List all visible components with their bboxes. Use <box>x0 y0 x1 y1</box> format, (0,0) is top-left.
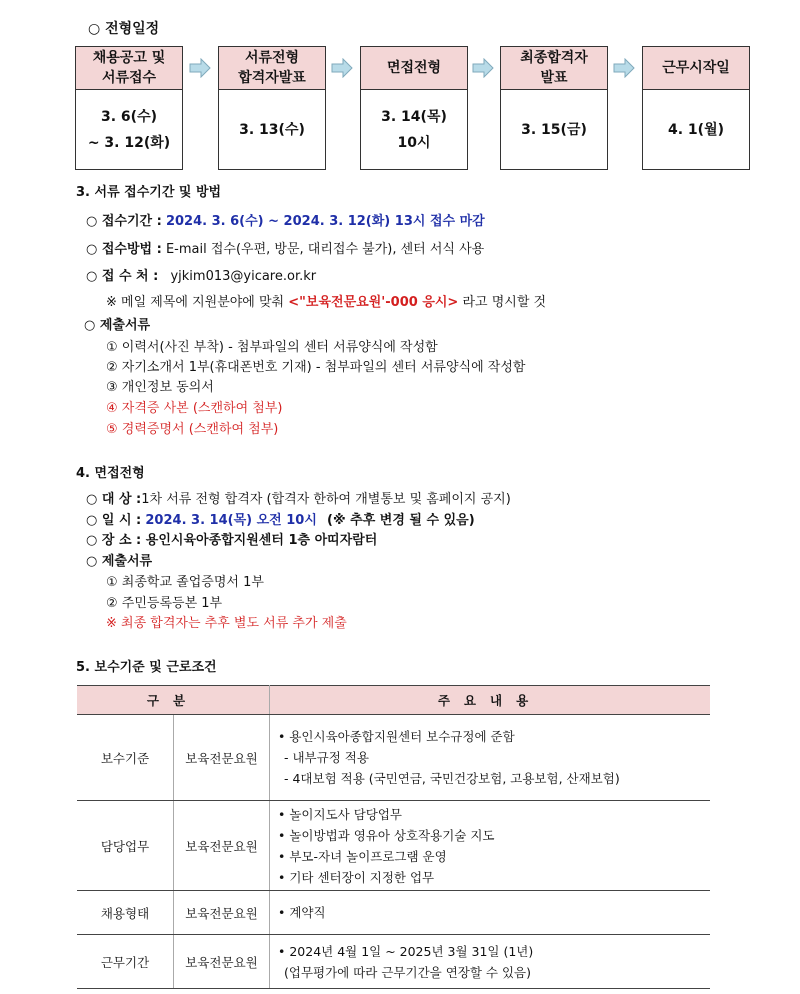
step-5-date: 4. 1(월) <box>642 90 750 170</box>
mail-note-pre: ※ 메일 제목에 지원분야에 맞춰 <box>106 295 285 310</box>
place4-label: ○ 장 소 : <box>86 533 142 548</box>
table-row <box>77 935 710 989</box>
doc-item-red: ⑤ 경력증명서 (스캔하여 첨부) <box>106 422 279 437</box>
content-line: - 내부규정 적용 <box>284 750 369 765</box>
row-role: 보육전문요원 <box>174 801 270 891</box>
content-line: • 계약직 <box>278 905 326 920</box>
content-line: • 부모-자녀 놀이프로그램 운영 <box>278 848 447 864</box>
docs-label: ○ 제출서류 <box>84 318 151 333</box>
header-category: 구분 <box>77 686 270 715</box>
place-label: ○ 접 수 처 : <box>86 269 159 284</box>
section-4-title: 4. 면접전형 <box>76 466 145 481</box>
row-role: 보육전문요원 <box>174 935 270 989</box>
step-1-title: 채용공고 및 서류접수 <box>75 46 183 90</box>
doc-item-red: ④ 자격증 사본 (스캔하여 첨부) <box>106 401 283 416</box>
step-3-date: 3. 14(목) 10시 <box>360 90 468 170</box>
method-value: E-mail 접수(우편, 방문, 대리접수 불가), 센터 서식 사용 <box>165 242 485 257</box>
row-category: 채용형태 <box>77 891 174 935</box>
step-2-title: 서류전형 합격자발표 <box>218 46 326 90</box>
step-1-date: 3. 6(수) ~ 3. 12(화) <box>75 90 183 170</box>
time-note: (※ 추후 변경 될 수 있음) <box>327 513 475 528</box>
time-row <box>86 509 475 528</box>
row-category: 보수기준 <box>77 715 174 801</box>
row-content <box>270 935 711 989</box>
table-header <box>77 686 710 715</box>
target-row <box>86 488 511 507</box>
period-row <box>86 210 485 229</box>
step-3-title: 면접전형 <box>360 46 468 90</box>
doc-item: ② 자기소개서 1부(휴대폰번호 기재) - 첨부파일의 센터 서류양식에 작성함 <box>106 360 526 375</box>
doc-item: ③ 개인정보 동의서 <box>106 380 214 395</box>
row-role: 보육전문요원 <box>174 891 270 935</box>
row-content <box>270 715 711 801</box>
method-row <box>86 238 484 257</box>
arrow-right-icon <box>331 58 353 78</box>
target-value: 1차 서류 전형 합격자 (합격자 한하여 개별통보 및 홈페이지 공지) <box>141 492 511 507</box>
row-category: 담당업무 <box>77 801 174 891</box>
row-role: 보육전문요원 <box>174 715 270 801</box>
section-3-title: 3. 서류 접수기간 및 방법 <box>76 185 222 200</box>
target-label: ○ 대 상 : <box>86 492 142 507</box>
content-line: • 놀이방법과 영유아 상호작용기술 지도 <box>278 827 495 843</box>
section-5-title: 5. 보수기준 및 근로조건 <box>76 660 217 675</box>
content-line: (업무평가에 따라 근무기간을 연장할 수 있음) <box>284 964 531 980</box>
mail-note-highlight: <"보육전문요원'-000 응시> <box>288 295 459 310</box>
conditions-table <box>77 685 710 989</box>
step-5-title: 근무시작일 <box>642 46 750 90</box>
time-value: 2024. 3. 14(목) 오전 10시 <box>145 513 317 528</box>
header-content: 주요내용 <box>270 686 711 715</box>
mail-note-post: 라고 명시할 것 <box>462 295 547 310</box>
row-category: 근무기간 <box>77 935 174 989</box>
row-content <box>270 801 711 891</box>
table-row <box>77 801 710 891</box>
place4-row <box>86 529 377 548</box>
place-row <box>86 265 316 284</box>
schedule-heading: ○ 전형일정 <box>88 21 160 37</box>
arrow-right-icon <box>613 58 635 78</box>
method-label: ○ 접수방법 : <box>86 242 162 257</box>
period-value: 2024. 3. 6(수) ~ 2024. 3. 12(화) 13시 접수 마감 <box>165 214 485 229</box>
content-line: • 기타 센터장이 지정한 업무 <box>278 869 435 885</box>
docs4-label: ○ 제출서류 <box>86 554 153 569</box>
content-line: • 용인시육아종합지원센터 보수규정에 준함 <box>278 729 515 744</box>
doc4-item: ① 최종학교 졸업증명서 1부 <box>106 575 264 590</box>
arrow-right-icon <box>189 58 211 78</box>
mail-note <box>106 291 546 310</box>
arrow-right-icon <box>472 58 494 78</box>
docs4-note: ※ 최종 합격자는 추후 별도 서류 추가 제출 <box>106 616 347 631</box>
doc4-item: ② 주민등록등본 1부 <box>106 596 223 611</box>
table-row <box>77 715 710 801</box>
step-4-date: 3. 15(금) <box>500 90 608 170</box>
content-line: • 놀이지도사 담당업무 <box>278 806 402 822</box>
row-content <box>270 891 711 935</box>
doc-item: ① 이력서(사진 부착) - 첨부파일의 센터 서류양식에 작성함 <box>106 340 438 355</box>
step-2-date: 3. 13(수) <box>218 90 326 170</box>
email-address: yjkim013@yicare.or.kr <box>170 269 317 284</box>
place4-value: 용인시육아종합지원센터 1층 아띠자람터 <box>145 533 378 548</box>
time-label: ○ 일 시 : <box>86 513 142 528</box>
step-4-title: 최종합격자 발표 <box>500 46 608 90</box>
content-line: • 2024년 4월 1일 ~ 2025년 3월 31일 (1년) <box>278 943 534 959</box>
table-row <box>77 891 710 935</box>
period-label: ○ 접수기간 : <box>86 214 162 229</box>
content-line: - 4대보험 적용 (국민연금, 국민건강보험, 고용보험, 산재보험) <box>284 771 620 786</box>
